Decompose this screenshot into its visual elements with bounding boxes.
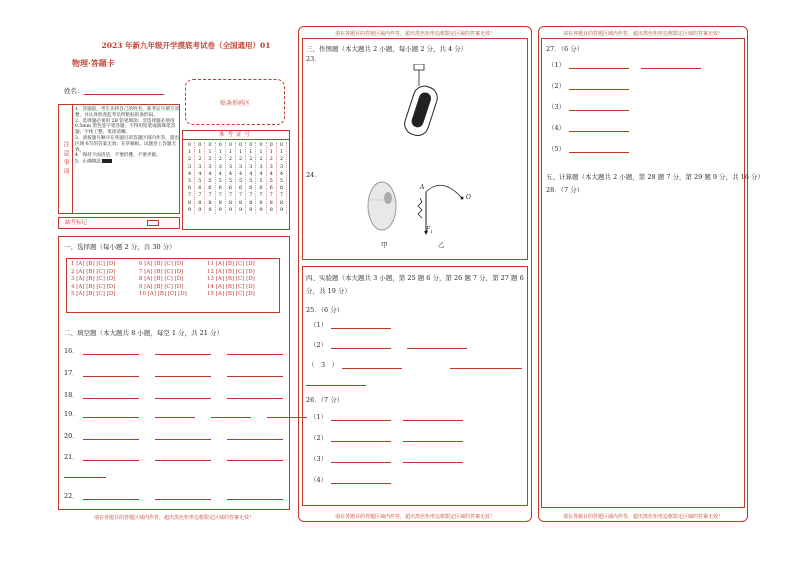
answer-blank[interactable] xyxy=(227,398,283,399)
exam-id-digit[interactable]: 0 xyxy=(269,142,273,148)
exam-id-digit[interactable]: 8 xyxy=(208,199,212,206)
exam-id-digit[interactable]: 8 xyxy=(249,199,253,206)
exam-id-digit[interactable]: 3 xyxy=(279,163,284,170)
exam-id-digit[interactable]: 6 xyxy=(259,185,263,192)
q26-part3[interactable]: （3） xyxy=(310,454,463,463)
exam-id-digit[interactable]: 0 xyxy=(279,142,284,148)
answer-blank[interactable] xyxy=(155,460,211,461)
exam-id-digit[interactable]: 6 xyxy=(228,185,232,192)
fill-question-row[interactable] xyxy=(64,431,283,440)
q25-part1[interactable]: （1） xyxy=(310,320,391,329)
answer-blank[interactable] xyxy=(227,354,283,355)
q25-part2[interactable]: （2） xyxy=(310,340,467,349)
exam-id-digit[interactable]: 7 xyxy=(249,192,253,199)
exam-id-digit[interactable]: 1 xyxy=(239,149,243,156)
exam-id-digit[interactable]: 0 xyxy=(188,142,192,148)
exam-id-digit[interactable]: 6 xyxy=(249,185,253,192)
fig-yi: 乙 xyxy=(438,241,445,249)
exam-id-digit[interactable]: 6 xyxy=(218,185,222,192)
q26-part2[interactable]: （2） xyxy=(310,433,463,442)
mc-answer-table xyxy=(66,258,280,313)
exam-id-column[interactable] xyxy=(185,142,195,214)
exam-id-digit[interactable]: 0 xyxy=(218,142,222,148)
notice-box xyxy=(58,104,180,214)
barcode-area xyxy=(185,79,285,125)
answer-blank[interactable] xyxy=(155,417,195,418)
q25-label: 25．（6 分） xyxy=(306,306,344,314)
mc-question[interactable]: 14 [A] [B] [C] [D] xyxy=(207,283,255,290)
exam-id-digit[interactable]: 9 xyxy=(249,206,253,213)
mc-question[interactable]: 3 [A] [B] [C] [D] xyxy=(71,276,116,282)
section4-box xyxy=(302,266,528,506)
section4-title: 四、实验题（本大题共 3 小题，第 25 题 6 分，第 26 题 7 分，第 27 题 6 分，共 19 分） xyxy=(306,274,524,295)
answer-blank[interactable] xyxy=(227,460,283,461)
exam-id-digit[interactable]: 8 xyxy=(279,199,284,206)
exam-id-digit[interactable]: 3 xyxy=(228,163,232,170)
exam-id-column[interactable] xyxy=(246,142,256,214)
exam-id-digit[interactable]: 4 xyxy=(239,170,243,177)
answer-blank[interactable] xyxy=(83,354,139,355)
exam-id-digit[interactable]: 5 xyxy=(208,178,212,185)
exam-id-digit[interactable]: 6 xyxy=(208,185,212,192)
answer-blank[interactable] xyxy=(155,376,211,377)
fill-question-label: 16． xyxy=(64,347,79,355)
exam-id-digit[interactable]: 7 xyxy=(239,192,243,199)
exam-id-digit[interactable]: 3 xyxy=(218,163,222,170)
fill-question-row[interactable] xyxy=(64,491,283,500)
mc-question[interactable]: 6 [A] [B] [C] [D] xyxy=(139,261,184,267)
exam-id-digit[interactable]: 3 xyxy=(208,163,212,170)
answer-blank[interactable] xyxy=(155,439,211,440)
answer-blank[interactable] xyxy=(83,398,139,399)
mc-question[interactable]: 12 [A] [B] [C] [D] xyxy=(207,268,255,275)
exam-id-column[interactable] xyxy=(195,142,205,214)
exam-id-digit[interactable]: 1 xyxy=(228,149,232,156)
fill-question-row[interactable] xyxy=(64,346,283,355)
exam-id-digit[interactable]: 7 xyxy=(228,192,232,199)
fill-question-row[interactable] xyxy=(64,409,307,418)
exam-id-digit[interactable]: 1 xyxy=(198,149,202,156)
warning-left: 请在各题目的答题区域内作答，超出黑色矩形边框限定区域的答案无效！ xyxy=(93,515,254,521)
answer-blank[interactable] xyxy=(227,499,283,500)
exam-id-digit[interactable]: 8 xyxy=(198,199,202,206)
exam-id-digit[interactable]: 0 xyxy=(259,142,263,148)
exam-id-digit[interactable]: 7 xyxy=(259,192,263,199)
section5-title: 五、计算题（本大题共 2 小题，第 28 题 7 分，第 29 题 9 分，共 16 分） xyxy=(546,173,765,181)
q27-part2[interactable]: （2） xyxy=(548,81,629,90)
exam-id-digit[interactable]: 8 xyxy=(228,199,232,206)
exam-id-digit[interactable]: 8 xyxy=(218,199,222,206)
answer-blank[interactable] xyxy=(83,417,139,418)
mc-question[interactable]: 1 [A] [B] [C] [D] xyxy=(71,261,116,267)
exam-id-digit[interactable]: 6 xyxy=(239,185,243,192)
exam-id-digit[interactable]: 8 xyxy=(188,199,192,206)
exam-id-digit[interactable]: 3 xyxy=(259,163,263,170)
fill-question-row[interactable] xyxy=(64,368,283,377)
exam-id-digit[interactable]: 1 xyxy=(218,149,222,156)
exam-id-digit[interactable]: 1 xyxy=(249,149,253,156)
notice-line: 3．请按题号顺序在各题目的答题区域内作答，超出区域书写的答案无效；在草稿纸、试题卷上答题无效。 xyxy=(75,135,179,153)
section1-title: 一、选择题（每小题 2 分，共 30 分） xyxy=(64,243,176,251)
exam-id-digit[interactable]: 4 xyxy=(208,170,212,177)
notice-side-label: 注意事项 xyxy=(59,105,73,213)
exam-id-digit[interactable]: 7 xyxy=(218,192,222,199)
notice-line: 2．选择题必须用 2B 铅笔填涂；非选择题必须用 0.5mm 黑色签字笔答题，不得用铅笔或圆珠笔答题；字体工整、笔迹清晰。 xyxy=(75,118,176,136)
exam-id-digit[interactable]: 4 xyxy=(198,170,202,177)
exam-id-digit[interactable]: 7 xyxy=(269,192,273,199)
exam-id-label: 准考证号 xyxy=(183,131,289,140)
mc-question[interactable]: 7 [A] [B] [C] [D] xyxy=(139,268,184,275)
answer-blank[interactable] xyxy=(83,499,139,500)
section2-title: 二、填空题（本大题共 8 小题，每空 1 分，共 21 分） xyxy=(64,329,223,337)
warning-right-top: 请在各题目的答题区域内作答，超出黑色矩形边框限定区域的答案无效！ xyxy=(562,31,723,37)
exam-id-digit[interactable]: 7 xyxy=(208,192,212,199)
exam-id-digit[interactable]: 5 xyxy=(188,178,192,185)
exam-id-columns xyxy=(183,140,289,216)
exam-id-digit[interactable]: 2 xyxy=(249,156,253,163)
answer-blank[interactable] xyxy=(83,439,139,440)
exam-id-digit[interactable]: 9 xyxy=(188,206,192,213)
exam-id-digit[interactable]: 7 xyxy=(188,192,192,199)
q23-figure xyxy=(396,64,446,144)
q25-part3-extra[interactable] xyxy=(306,378,366,386)
exam-id-digit[interactable]: 2 xyxy=(269,156,273,163)
q27-part5[interactable]: （5） xyxy=(548,144,629,153)
exam-id-column[interactable] xyxy=(205,142,215,214)
answer-blank[interactable] xyxy=(227,439,283,440)
mc-question[interactable]: 4 [A] [B] [C] [D] xyxy=(71,283,116,290)
exam-id-digit[interactable]: 3 xyxy=(198,163,202,170)
q26-label: 26．（7 分） xyxy=(306,396,344,404)
label-A: A xyxy=(420,184,425,191)
exam-id-column[interactable] xyxy=(277,142,287,214)
exam-id-digit[interactable]: 0 xyxy=(228,142,232,148)
fill-question-row[interactable] xyxy=(64,390,283,399)
exam-id-digit[interactable]: 0 xyxy=(208,142,212,148)
exam-id-digit[interactable]: 9 xyxy=(198,206,202,213)
exam-id-digit[interactable]: 4 xyxy=(228,170,232,177)
exam-id-digit[interactable]: 9 xyxy=(279,206,284,213)
exam-id-digit[interactable]: 2 xyxy=(239,156,243,163)
q26-part4[interactable]: （4） xyxy=(310,475,391,484)
exam-subtitle: 物理·答题卡 xyxy=(72,58,115,68)
exam-id-digit[interactable]: 2 xyxy=(188,156,192,163)
mc-question[interactable]: 11 [A] [B] [C] [D] xyxy=(207,261,255,267)
exam-id-column[interactable] xyxy=(256,142,266,214)
exam-id-digit[interactable]: 9 xyxy=(269,206,273,213)
exam-id-digit[interactable]: 5 xyxy=(228,178,232,185)
exam-id-digit[interactable]: 3 xyxy=(269,163,273,170)
q27-part1[interactable]: （1） xyxy=(548,60,701,69)
exam-id-digit[interactable]: 1 xyxy=(208,149,212,156)
exam-id-digit[interactable]: 5 xyxy=(269,178,273,185)
exam-id-digit[interactable]: 6 xyxy=(188,185,192,192)
warning-mid-bottom: 请在各题目的答题区域内作答，超出黑色矩形边框限定区域的答案无效！ xyxy=(334,514,495,520)
exam-id-digit[interactable]: 9 xyxy=(208,206,212,213)
exam-id-digit[interactable]: 4 xyxy=(188,170,192,177)
exam-id-digit[interactable]: 9 xyxy=(239,206,243,213)
exam-id-digit[interactable]: 7 xyxy=(279,192,284,199)
exam-id-digit[interactable]: 5 xyxy=(239,178,243,185)
label-O: O xyxy=(466,194,471,201)
filled-sample-icon xyxy=(102,159,112,163)
exam-id-column[interactable] xyxy=(226,142,236,214)
exam-id-digit[interactable]: 1 xyxy=(259,149,263,156)
exam-title: 2023 年新九年级开学摸底考试卷（全国通用）01 xyxy=(101,41,271,50)
answer-blank[interactable] xyxy=(155,398,211,399)
exam-id-digit[interactable]: 9 xyxy=(228,206,232,213)
fill-question-label: 20． xyxy=(64,432,79,440)
exam-id-digit[interactable]: 0 xyxy=(239,142,243,148)
exam-id-digit[interactable]: 3 xyxy=(188,163,192,170)
exam-id-digit[interactable]: 3 xyxy=(239,163,243,170)
exam-id-digit[interactable]: 8 xyxy=(239,199,243,206)
exam-id-digit[interactable]: 4 xyxy=(218,170,222,177)
q23-label: 23． xyxy=(306,55,321,63)
exam-id-digit[interactable]: 0 xyxy=(249,142,253,148)
exam-id-digit[interactable]: 9 xyxy=(218,206,222,213)
notice-line: 4．保持卡面清洁，不要折叠、不要弄破。 xyxy=(75,153,161,159)
mc-question[interactable]: 5 [A] [B] [C] [D] xyxy=(71,291,116,297)
answer-blank-extra[interactable] xyxy=(64,470,106,478)
exam-id-digit[interactable]: 6 xyxy=(279,185,284,192)
fill-question-label: 18． xyxy=(64,391,79,399)
fill-question-label: 21． xyxy=(64,453,79,461)
answer-blank[interactable] xyxy=(83,376,139,377)
exam-id-digit[interactable]: 4 xyxy=(269,170,273,177)
exam-id-digit[interactable]: 5 xyxy=(259,178,263,185)
section3-title: 三、作图题（本大题共 2 小题，每小题 2 分，共 4 分） xyxy=(306,45,468,53)
notice-line-sample: 5．正确填涂 xyxy=(75,159,179,165)
exam-id-digit[interactable]: 2 xyxy=(279,156,284,163)
missing-checkbox[interactable] xyxy=(147,220,159,226)
exam-id-column[interactable] xyxy=(267,142,277,214)
q27-part3[interactable]: （3） xyxy=(548,102,629,111)
exam-id-digit[interactable]: 5 xyxy=(249,178,253,185)
exam-id-digit[interactable]: 4 xyxy=(279,170,284,177)
name-label: 姓名： xyxy=(64,87,84,95)
missing-exam-mark xyxy=(58,217,180,229)
label-F1: $F_1$ xyxy=(426,226,433,235)
q24-label: 24． xyxy=(306,171,321,179)
warning-mid-top: 请在各题目的答题区域内作答，超出黑色矩形边框限定区域的答案无效！ xyxy=(334,31,495,37)
exam-id-digit[interactable]: 7 xyxy=(198,192,202,199)
fill-question-label: 19． xyxy=(64,410,79,418)
name-field[interactable] xyxy=(64,86,164,95)
mc-question[interactable]: 2 [A] [B] [C] [D] xyxy=(71,268,116,275)
missing-label: 缺考标记 xyxy=(65,220,88,226)
answer-blank[interactable] xyxy=(211,417,251,418)
exam-id-column[interactable] xyxy=(216,142,226,214)
answer-blank[interactable] xyxy=(155,499,211,500)
exam-id-column[interactable] xyxy=(236,142,246,214)
exam-id-digit[interactable]: 3 xyxy=(249,163,253,170)
exam-id-digit[interactable]: 8 xyxy=(259,199,263,206)
exam-id-digit[interactable]: 5 xyxy=(198,178,202,185)
exam-id-digit[interactable]: 1 xyxy=(188,149,192,156)
exam-id-digit[interactable]: 1 xyxy=(269,149,273,156)
fill-question-label: 22． xyxy=(64,492,79,500)
mc-question[interactable]: 9 [A] [B] [C] [D] xyxy=(139,283,184,290)
exam-id-digit[interactable]: 2 xyxy=(198,156,202,163)
q26-part1[interactable]: （1） xyxy=(310,412,463,421)
notice-line: 1．答题前，考生先将自己的姓名，准考证号填写清楚，并认真检查监考员所粘贴的条形码。 xyxy=(75,107,179,118)
q28-label: 28．（7 分） xyxy=(546,186,584,194)
answer-blank[interactable] xyxy=(155,354,211,355)
mc-question[interactable]: 13 [A] [B] [C] [D] xyxy=(207,276,255,282)
q28-answer-area[interactable] xyxy=(546,196,740,502)
mc-question[interactable]: 15 [A] [B] [C] [D] xyxy=(207,291,255,297)
exam-id-digit[interactable]: 2 xyxy=(208,156,212,163)
exam-id-digit[interactable]: 5 xyxy=(279,178,284,185)
answer-blank[interactable] xyxy=(227,376,283,377)
exam-id-digit[interactable]: 0 xyxy=(198,142,202,148)
exam-id-digit[interactable]: 4 xyxy=(259,170,263,177)
fig-jia: 甲 xyxy=(381,241,388,249)
barcode-label: 贴条形码区 xyxy=(219,99,250,107)
mc-question[interactable]: 8 [A] [B] [C] [D] xyxy=(139,276,184,282)
q27-part4[interactable]: （4） xyxy=(548,123,629,132)
fill-question-label: 17． xyxy=(64,369,79,377)
fill-question-row[interactable] xyxy=(64,452,283,461)
answer-blank[interactable] xyxy=(83,460,139,461)
exam-id-digit[interactable]: 1 xyxy=(279,149,284,156)
notice-text xyxy=(75,107,179,165)
exam-id-digit[interactable]: 4 xyxy=(249,170,253,177)
exam-id-digit[interactable]: 8 xyxy=(269,199,273,206)
exam-id-digit[interactable]: 6 xyxy=(269,185,273,192)
q27-label: 27．（6 分） xyxy=(546,45,584,53)
mc-question[interactable]: 10 [A] [B] [C] [D] xyxy=(139,291,187,297)
q25-part3[interactable]: （ 3 ） xyxy=(308,360,522,369)
warning-right-bottom: 请在各题目的答题区域内作答，超出黑色矩形边框限定区域的答案无效！ xyxy=(562,514,723,520)
exam-id-digit[interactable]: 2 xyxy=(259,156,263,163)
exam-id-digit[interactable]: 2 xyxy=(218,156,222,163)
exam-id-grid xyxy=(182,130,290,230)
exam-id-digit[interactable]: 9 xyxy=(259,206,263,213)
exam-id-digit[interactable]: 5 xyxy=(218,178,222,185)
exam-id-digit[interactable]: 6 xyxy=(198,185,202,192)
exam-id-digit[interactable]: 2 xyxy=(228,156,232,163)
